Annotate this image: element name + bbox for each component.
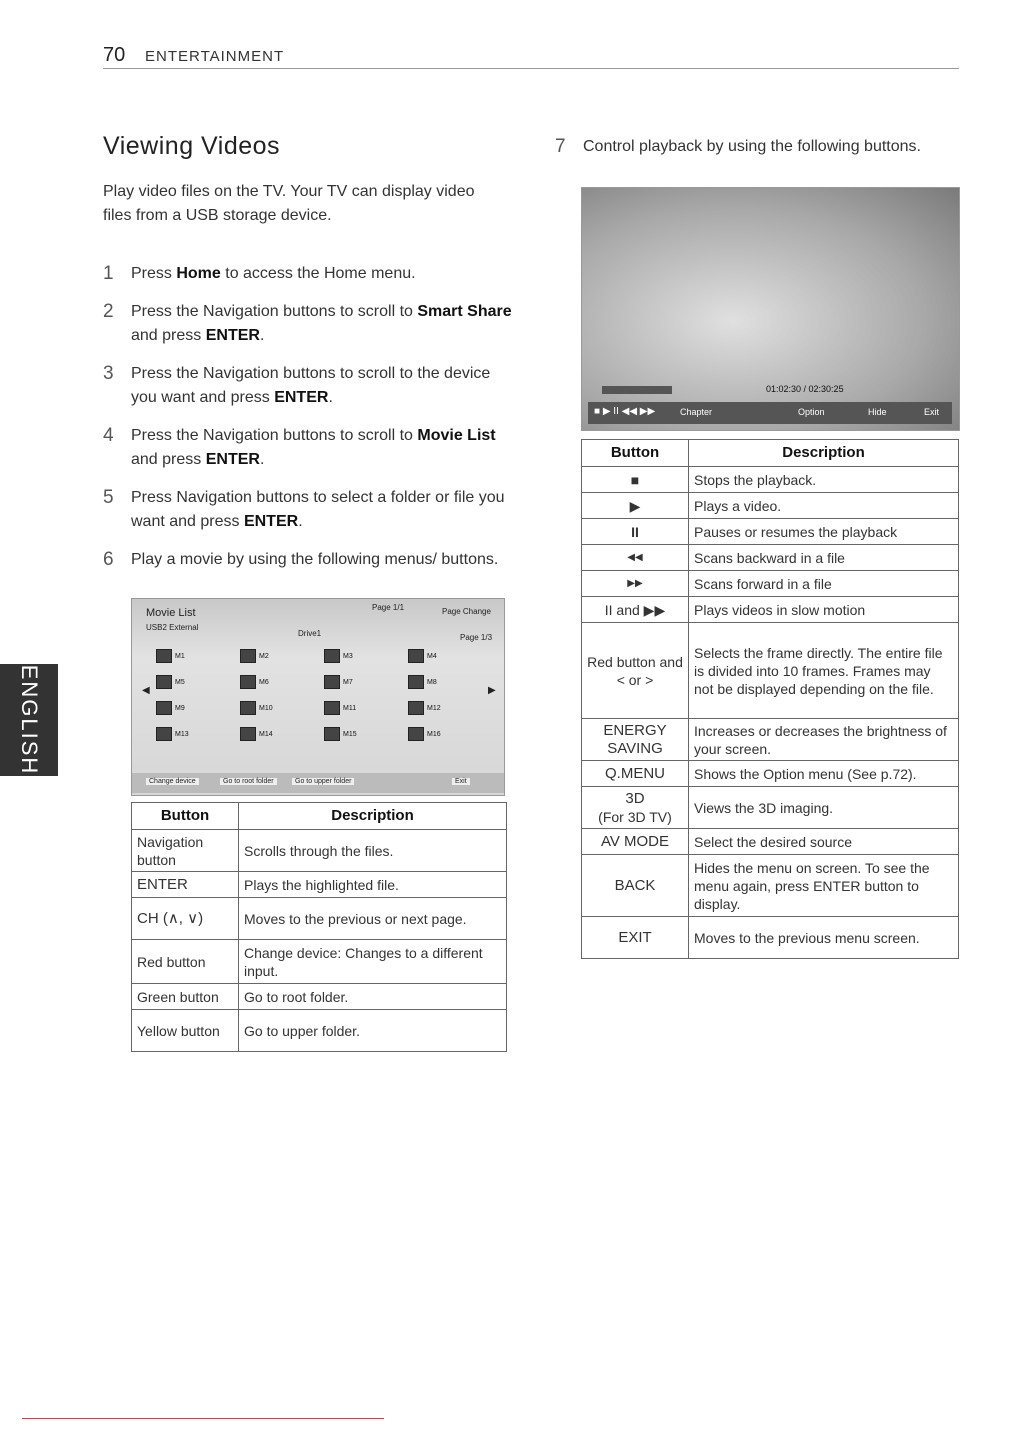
file-grid <box>156 649 486 753</box>
file-item[interactable] <box>408 675 486 695</box>
file-label: M1 <box>175 652 185 660</box>
table-row: BACK Hides the menu on screen. To see the menu again, press ENTER button to display. <box>582 855 959 917</box>
file-label: M8 <box>427 678 437 686</box>
slow-motion-icon: II and ▶▶ <box>582 597 689 623</box>
file-item[interactable] <box>324 649 402 669</box>
screen-title: Movie List <box>146 607 196 619</box>
table-menu-buttons <box>131 802 507 1052</box>
screen-page-change: Page Change <box>442 607 491 616</box>
table-row: Q.MENU Shows the Option menu (See p.72). <box>582 761 959 787</box>
fast-forward-icon: ▶▶ <box>582 571 689 597</box>
file-label: M4 <box>427 652 437 660</box>
video-file-icon <box>240 675 256 689</box>
language-label: ENGLISH <box>17 664 42 776</box>
playback-time: 01:02:30 / 02:30:25 <box>766 384 844 394</box>
footer-rule <box>22 1418 384 1419</box>
file-item[interactable] <box>240 675 318 695</box>
file-label: M9 <box>175 704 185 712</box>
footer-change-device: Change device <box>146 778 199 785</box>
file-item[interactable] <box>240 701 318 721</box>
table-playback-buttons <box>581 439 959 959</box>
file-label: M13 <box>175 730 189 738</box>
screen-drive: Drive1 <box>298 629 322 638</box>
step-5: 5 Press Navigation buttons to select a folder or file you want and press ENTER. <box>103 487 505 530</box>
steps-list <box>103 262 513 572</box>
video-file-icon <box>240 701 256 715</box>
play-icon: ▶ <box>582 493 689 519</box>
option-button: Option <box>798 407 825 417</box>
table-row: EXIT Moves to the previous menu screen. <box>582 917 959 959</box>
table-row: ▶ Plays a video. <box>582 493 959 519</box>
file-item[interactable] <box>156 701 234 721</box>
table2-header-button: Button <box>582 440 689 467</box>
file-label: M16 <box>427 730 441 738</box>
file-label: M14 <box>259 730 273 738</box>
footer-root-folder: Go to root folder <box>220 778 277 785</box>
scroll-left-icon: ◀ <box>142 685 150 696</box>
video-file-icon <box>156 675 172 689</box>
table-row: CH (∧, ∨) Moves to the previous or next page. <box>132 898 507 940</box>
file-item[interactable] <box>408 727 486 747</box>
pause-icon: II <box>582 519 689 545</box>
video-file-icon <box>240 727 256 741</box>
table-row: ENTER Plays the highlighted file. <box>132 872 507 898</box>
file-label: M2 <box>259 652 269 660</box>
table-row: Red button Change device: Changes to a different input. <box>132 940 507 984</box>
step-2: 2 Press the Navigation buttons to scroll to Smart Share and press ENTER. <box>103 301 512 344</box>
file-label: M5 <box>175 678 185 686</box>
table-row: ▶▶ Scans forward in a file <box>582 571 959 597</box>
table-row: ◀◀ Scans backward in a file <box>582 545 959 571</box>
video-file-icon <box>324 675 340 689</box>
table-row: 3D (For 3D TV) Views the 3D imaging. <box>582 787 959 829</box>
footer-exit: Exit <box>452 778 470 785</box>
video-file-icon <box>324 649 340 663</box>
step-1: 1 Press Home to access the Home menu. <box>103 263 416 284</box>
step-7: 7 Control playback by using the following buttons. <box>555 136 921 157</box>
screen-page-sub: Page 1/3 <box>460 633 493 642</box>
file-item[interactable] <box>408 701 486 721</box>
table-row: Yellow button Go to upper folder. <box>132 1010 507 1052</box>
file-label: M7 <box>343 678 353 686</box>
table-row: II and ▶▶ Plays videos in slow motion <box>582 597 959 623</box>
file-label: M10 <box>259 704 273 712</box>
page-title: Viewing Videos <box>103 132 281 160</box>
scroll-right-icon: ▶ <box>488 685 496 696</box>
file-item[interactable] <box>408 649 486 669</box>
table1-header-button: Button <box>132 803 239 830</box>
table1-header-description: Description <box>239 803 507 830</box>
file-item[interactable] <box>240 727 318 747</box>
file-item[interactable] <box>324 727 402 747</box>
step-4: 4 Press the Navigation buttons to scroll to Movie List and press ENTER. <box>103 425 496 468</box>
language-tab <box>0 664 58 776</box>
video-file-icon <box>408 649 424 663</box>
video-file-icon <box>324 701 340 715</box>
progress-bar <box>602 386 672 394</box>
table-row: II Pauses or resumes the playback <box>582 519 959 545</box>
playback-buttons-icon: ■ ▶ II ◀◀ ▶▶ <box>594 406 656 417</box>
exit-button: Exit <box>924 407 940 417</box>
screen-page-top: Page 1/1 <box>372 603 405 612</box>
video-file-icon <box>240 649 256 663</box>
file-item[interactable] <box>156 727 234 747</box>
table-row: ■ Stops the playback. <box>582 467 959 493</box>
page-header <box>103 44 959 69</box>
video-player-screenshot <box>581 187 960 431</box>
video-file-icon <box>408 701 424 715</box>
table2-header-description: Description <box>689 440 959 467</box>
file-item[interactable] <box>324 701 402 721</box>
stop-icon: ■ <box>582 467 689 493</box>
table-row: Green button Go to root folder. <box>132 984 507 1010</box>
file-label: M12 <box>427 704 441 712</box>
file-label: M11 <box>343 704 357 712</box>
file-item[interactable] <box>156 675 234 695</box>
chapter-button: Chapter <box>680 407 713 417</box>
file-item[interactable] <box>324 675 402 695</box>
video-file-icon <box>324 727 340 741</box>
table-row: Red button and < or > Selects the frame directly. The entire file is divided into 10 frames. Frames may not be displayed depending on the file. <box>582 623 959 719</box>
table-row: AV MODE Select the desired source <box>582 829 959 855</box>
file-label: M6 <box>259 678 269 686</box>
player-controls <box>588 402 952 424</box>
file-item[interactable] <box>240 649 318 669</box>
table-row: ENERGY SAVING Increases or decreases the brightness of your screen. <box>582 719 959 761</box>
page-number: 70 <box>103 44 126 66</box>
video-file-icon <box>408 675 424 689</box>
screen-footer <box>132 773 504 793</box>
video-file-icon <box>408 727 424 741</box>
intro-text: Play video files on the TV. Your TV can display video files from a USB storage device. <box>103 183 475 224</box>
screen-device: USB2 External <box>146 623 199 632</box>
step-6: 6 Play a movie by using the following menus/ buttons. <box>103 549 499 570</box>
step-3: 3 Press the Navigation buttons to scroll to the device you want and press ENTER. <box>103 363 491 406</box>
hide-button: Hide <box>868 407 887 417</box>
video-file-icon <box>156 649 172 663</box>
file-item[interactable] <box>156 649 234 669</box>
footer-upper-folder: Go to upper folder <box>292 778 354 785</box>
file-label: M15 <box>343 730 357 738</box>
rewind-icon: ◀◀ <box>582 545 689 571</box>
video-file-icon <box>156 727 172 741</box>
file-label: M3 <box>343 652 353 660</box>
movie-list-screenshot <box>131 598 505 796</box>
section-title: ENTERTAINMENT <box>145 48 285 65</box>
video-file-icon <box>156 701 172 715</box>
table-row: Navigation button Scrolls through the files. <box>132 830 507 872</box>
